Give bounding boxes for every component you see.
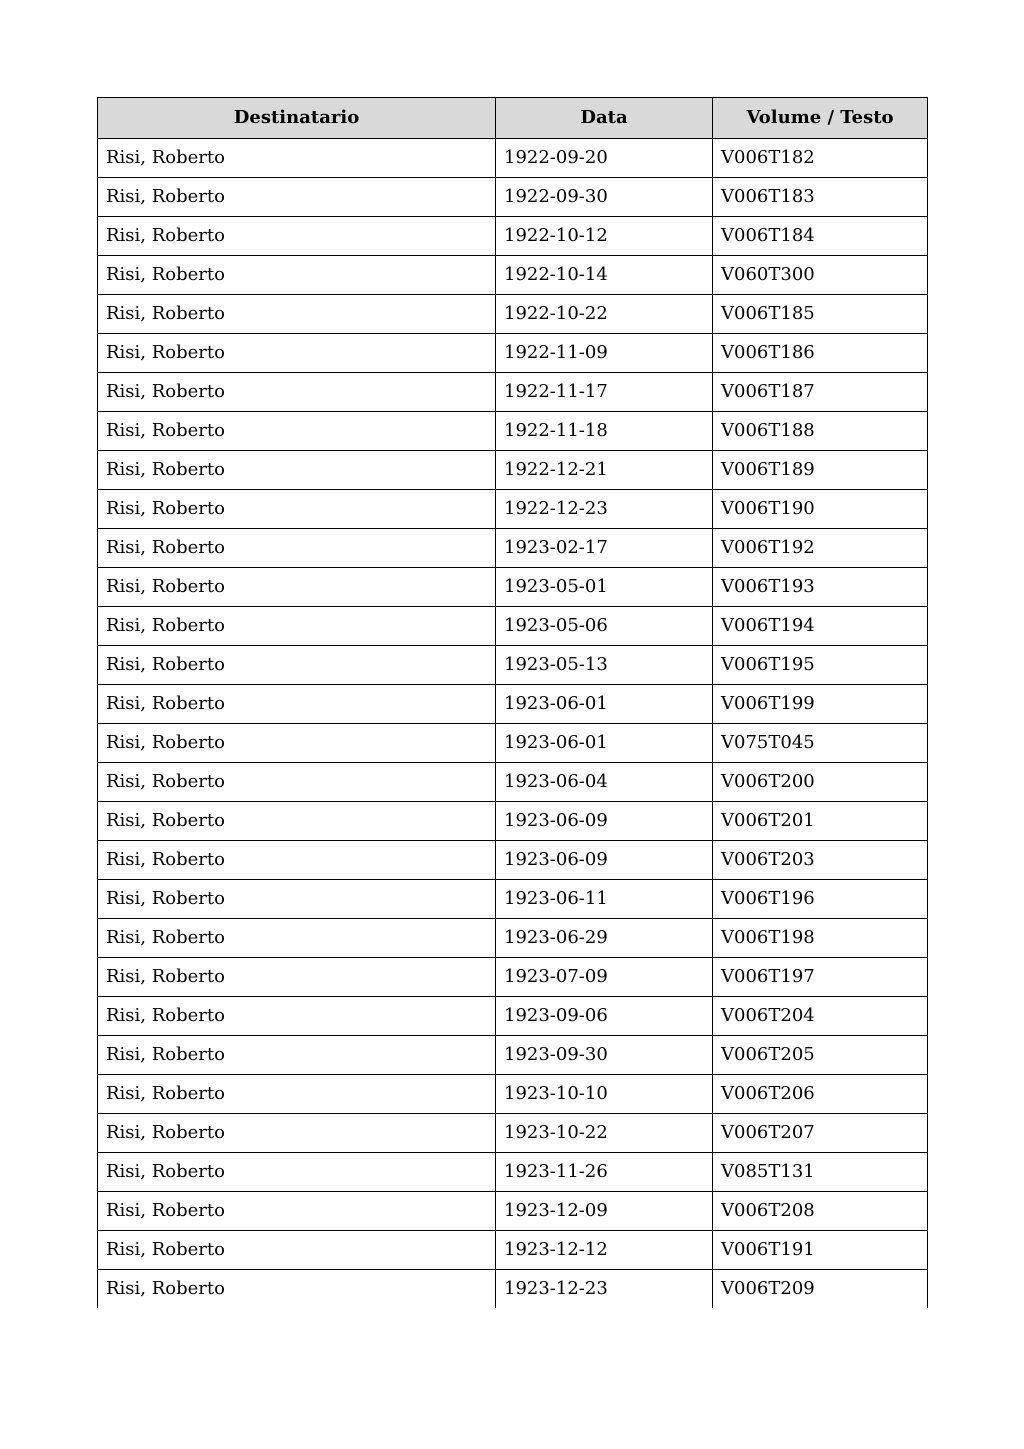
- cell-volume-testo: V006T204: [713, 997, 928, 1036]
- cell-destinatario: Risi, Roberto: [98, 490, 496, 529]
- table-row: [98, 685, 928, 724]
- cell-data: 1922-11-18: [496, 412, 713, 451]
- table-row: [98, 217, 928, 256]
- cell-volume-testo: V006T209: [713, 1270, 928, 1309]
- cell-data: 1923-06-01: [496, 685, 713, 724]
- cell-destinatario: Risi, Roberto: [98, 178, 496, 217]
- cell-data: 1923-12-23: [496, 1270, 713, 1309]
- cell-volume-testo: V006T192: [713, 529, 928, 568]
- cell-destinatario: Risi, Roberto: [98, 1114, 496, 1153]
- cell-data: 1923-12-09: [496, 1192, 713, 1231]
- cell-volume-testo: V006T197: [713, 958, 928, 997]
- cell-data: 1923-10-10: [496, 1075, 713, 1114]
- table-row: [98, 958, 928, 997]
- cell-destinatario: Risi, Roberto: [98, 256, 496, 295]
- table-header: [98, 98, 928, 139]
- cell-volume-testo: V006T205: [713, 1036, 928, 1075]
- cell-data: 1922-12-23: [496, 490, 713, 529]
- cell-destinatario: Risi, Roberto: [98, 685, 496, 724]
- table-row: [98, 1231, 928, 1270]
- cell-destinatario: Risi, Roberto: [98, 802, 496, 841]
- table-row: [98, 1153, 928, 1192]
- cell-destinatario: Risi, Roberto: [98, 1153, 496, 1192]
- cell-destinatario: Risi, Roberto: [98, 295, 496, 334]
- cell-destinatario: Risi, Roberto: [98, 217, 496, 256]
- cell-data: 1922-11-17: [496, 373, 713, 412]
- cell-destinatario: Risi, Roberto: [98, 724, 496, 763]
- table-row: [98, 763, 928, 802]
- cell-destinatario: Risi, Roberto: [98, 841, 496, 880]
- cell-volume-testo: V006T185: [713, 295, 928, 334]
- table-row: [98, 1192, 928, 1231]
- cell-volume-testo: V006T200: [713, 763, 928, 802]
- cell-data: 1923-05-01: [496, 568, 713, 607]
- cell-volume-testo: V006T187: [713, 373, 928, 412]
- table-row: [98, 178, 928, 217]
- cell-volume-testo: V006T195: [713, 646, 928, 685]
- table-row: [98, 1036, 928, 1075]
- cell-destinatario: Risi, Roberto: [98, 1192, 496, 1231]
- table-row: [98, 529, 928, 568]
- table-row: [98, 334, 928, 373]
- table-row: [98, 295, 928, 334]
- table-row: [98, 412, 928, 451]
- cell-destinatario: Risi, Roberto: [98, 451, 496, 490]
- cell-volume-testo: V006T206: [713, 1075, 928, 1114]
- cell-data: 1923-09-30: [496, 1036, 713, 1075]
- table-row: [98, 451, 928, 490]
- table-row: [98, 997, 928, 1036]
- cell-volume-testo: V085T131: [713, 1153, 928, 1192]
- cell-destinatario: Risi, Roberto: [98, 139, 496, 178]
- cell-volume-testo: V006T194: [713, 607, 928, 646]
- cell-destinatario: Risi, Roberto: [98, 880, 496, 919]
- cell-destinatario: Risi, Roberto: [98, 568, 496, 607]
- cell-data: 1923-06-09: [496, 802, 713, 841]
- cell-destinatario: Risi, Roberto: [98, 919, 496, 958]
- cell-data: 1922-10-12: [496, 217, 713, 256]
- cell-volume-testo: V006T184: [713, 217, 928, 256]
- cell-data: 1923-05-13: [496, 646, 713, 685]
- cell-volume-testo: V006T190: [713, 490, 928, 529]
- cell-destinatario: Risi, Roberto: [98, 1270, 496, 1309]
- cell-volume-testo: V006T203: [713, 841, 928, 880]
- cell-destinatario: Risi, Roberto: [98, 646, 496, 685]
- cell-destinatario: Risi, Roberto: [98, 607, 496, 646]
- cell-data: 1922-09-20: [496, 139, 713, 178]
- cell-volume-testo: V075T045: [713, 724, 928, 763]
- cell-data: 1923-06-29: [496, 919, 713, 958]
- letters-table-container: [97, 97, 927, 1308]
- cell-data: 1923-10-22: [496, 1114, 713, 1153]
- cell-volume-testo: V006T199: [713, 685, 928, 724]
- cell-destinatario: Risi, Roberto: [98, 1075, 496, 1114]
- cell-data: 1923-05-06: [496, 607, 713, 646]
- cell-volume-testo: V006T193: [713, 568, 928, 607]
- cell-volume-testo: V006T207: [713, 1114, 928, 1153]
- cell-data: 1922-09-30: [496, 178, 713, 217]
- cell-data: 1923-06-11: [496, 880, 713, 919]
- letters-table: [97, 97, 928, 1308]
- table-row: [98, 256, 928, 295]
- table-row: [98, 568, 928, 607]
- cell-data: 1922-11-09: [496, 334, 713, 373]
- cell-data: 1923-06-09: [496, 841, 713, 880]
- cell-volume-testo: V006T201: [713, 802, 928, 841]
- cell-volume-testo: V006T182: [713, 139, 928, 178]
- cell-destinatario: Risi, Roberto: [98, 763, 496, 802]
- column-header-data: Data: [496, 98, 713, 139]
- cell-data: 1923-12-12: [496, 1231, 713, 1270]
- cell-destinatario: Risi, Roberto: [98, 373, 496, 412]
- cell-data: 1923-02-17: [496, 529, 713, 568]
- cell-destinatario: Risi, Roberto: [98, 334, 496, 373]
- cell-destinatario: Risi, Roberto: [98, 1036, 496, 1075]
- cell-data: 1923-11-26: [496, 1153, 713, 1192]
- cell-volume-testo: V006T183: [713, 178, 928, 217]
- column-header-volume-testo: Volume / Testo: [713, 98, 928, 139]
- table-row: [98, 880, 928, 919]
- cell-data: 1923-09-06: [496, 997, 713, 1036]
- table-row: [98, 1075, 928, 1114]
- table-row: [98, 139, 928, 178]
- table-row: [98, 1114, 928, 1153]
- table-row: [98, 841, 928, 880]
- cell-volume-testo: V006T198: [713, 919, 928, 958]
- header-row: [98, 98, 928, 139]
- cell-volume-testo: V006T188: [713, 412, 928, 451]
- cell-destinatario: Risi, Roberto: [98, 1231, 496, 1270]
- cell-volume-testo: V006T208: [713, 1192, 928, 1231]
- table-row: [98, 1270, 928, 1309]
- cell-data: 1923-06-01: [496, 724, 713, 763]
- cell-data: 1922-10-14: [496, 256, 713, 295]
- table-row: [98, 373, 928, 412]
- cell-data: 1923-07-09: [496, 958, 713, 997]
- column-header-destinatario: Destinatario: [98, 98, 496, 139]
- table-row: [98, 919, 928, 958]
- cell-data: 1922-12-21: [496, 451, 713, 490]
- cell-volume-testo: V006T191: [713, 1231, 928, 1270]
- cell-data: 1922-10-22: [496, 295, 713, 334]
- cell-volume-testo: V006T186: [713, 334, 928, 373]
- table-row: [98, 490, 928, 529]
- table-row: [98, 724, 928, 763]
- cell-data: 1923-06-04: [496, 763, 713, 802]
- table-row: [98, 646, 928, 685]
- cell-destinatario: Risi, Roberto: [98, 529, 496, 568]
- cell-destinatario: Risi, Roberto: [98, 412, 496, 451]
- cell-volume-testo: V006T196: [713, 880, 928, 919]
- table-row: [98, 607, 928, 646]
- cell-destinatario: Risi, Roberto: [98, 997, 496, 1036]
- table-row: [98, 802, 928, 841]
- cell-volume-testo: V060T300: [713, 256, 928, 295]
- table-body: [98, 139, 928, 1309]
- cell-destinatario: Risi, Roberto: [98, 958, 496, 997]
- cell-volume-testo: V006T189: [713, 451, 928, 490]
